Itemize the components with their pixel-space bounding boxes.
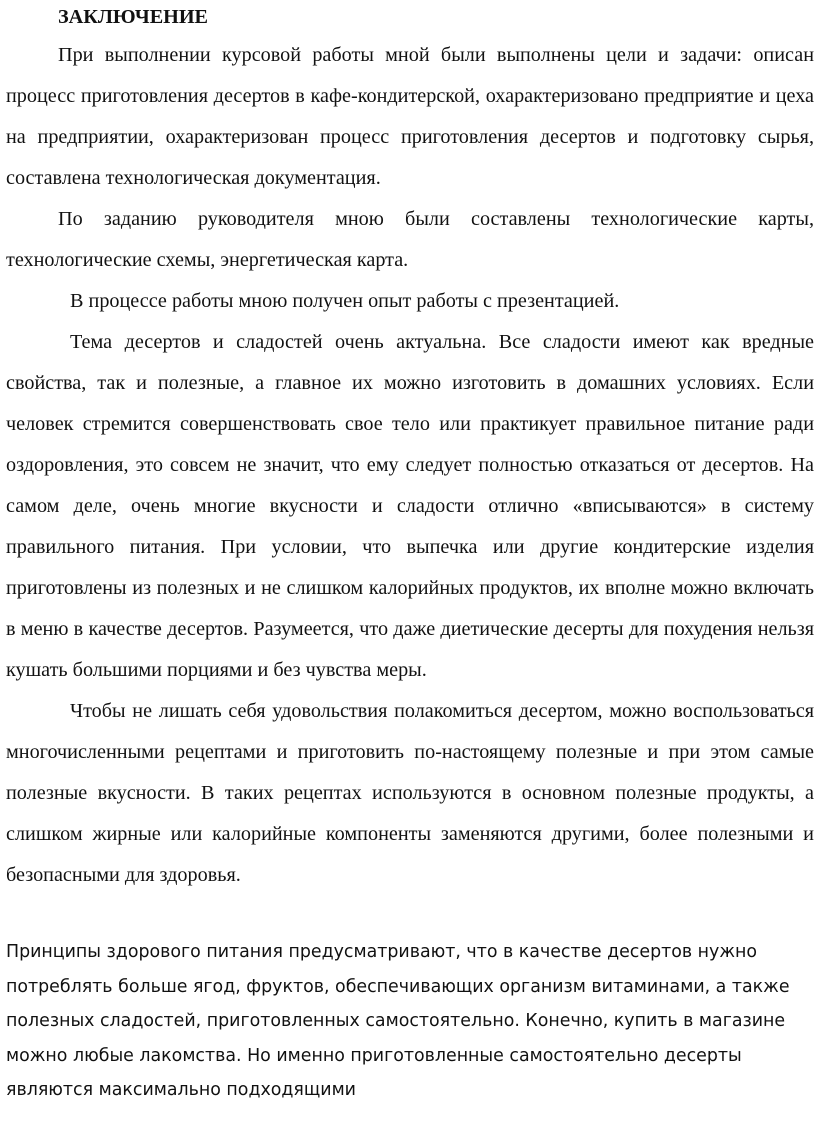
- paragraph-experience: В процессе работы мною получен опыт работы с презентацией.: [70, 290, 620, 312]
- section-heading: ЗАКЛЮЧЕНИЕ: [58, 6, 209, 28]
- paragraph-goals: При выполнении курсовой работы мной были выполнены цели и задачи: описан процесс приготовления десертов в кафе-кондитерской, охарактеризовано предприятие и цеха на предприятии, охарактеризован процесс приготовления десертов и подготовку сырья, составлена технологическая документация.: [6, 44, 814, 189]
- paragraph-topic-relevance: Тема десертов и сладостей очень актуальна. Все сладости имеют как вредные свойства, так и полезные, а главное их можно изготовить в домашних условиях. Если человек стремится совершенствовать свое тело или практикует правильное питание ради оздоровления, это совсем не значит, что ему следует полностью отказаться от десертов. На самом деле, очень многие вкусности и сладости отлично «вписываются» в систему правильного питания. При условии, что выпечка или другие кондитерские изделия приготовлены из полезных и не слишком калорийных продуктов, их вполне можно включать в меню в качестве десертов. Разумеется, что даже диетические десерты для похудения нельзя кушать большими порциями и без чувства меры.: [6, 331, 814, 681]
- paragraph-assignment: По заданию руководителя мною были составлены технологические карты, технологические схемы, энергетическая карта.: [6, 208, 814, 271]
- document-body: [6, 0, 814, 896]
- paragraph-healthy-eating: Принципы здорового питания предусматривают, что в качестве десертов нужно потреблять больше ягод, фруктов, обеспечивающих организм витаминами, а также полезных сладостей, приготовленных самостоятельно. Конечно, купить в магазине можно любые лакомства. Но именно приготовленные самостоятельно десерты являются максимально подходящими: [6, 942, 790, 1100]
- paragraph-recipes: Чтобы не лишать себя удовольствия полакомиться десертом, можно воспользоваться многочисленными рецептами и приготовить по-настоящему полезные и при этом самые полезные вкусности. В таких рецептах используются в основном полезные продукты, а слишком жирные или калорийные компоненты заменяются другими, более полезными и безопасными для здоровья.: [6, 700, 814, 886]
